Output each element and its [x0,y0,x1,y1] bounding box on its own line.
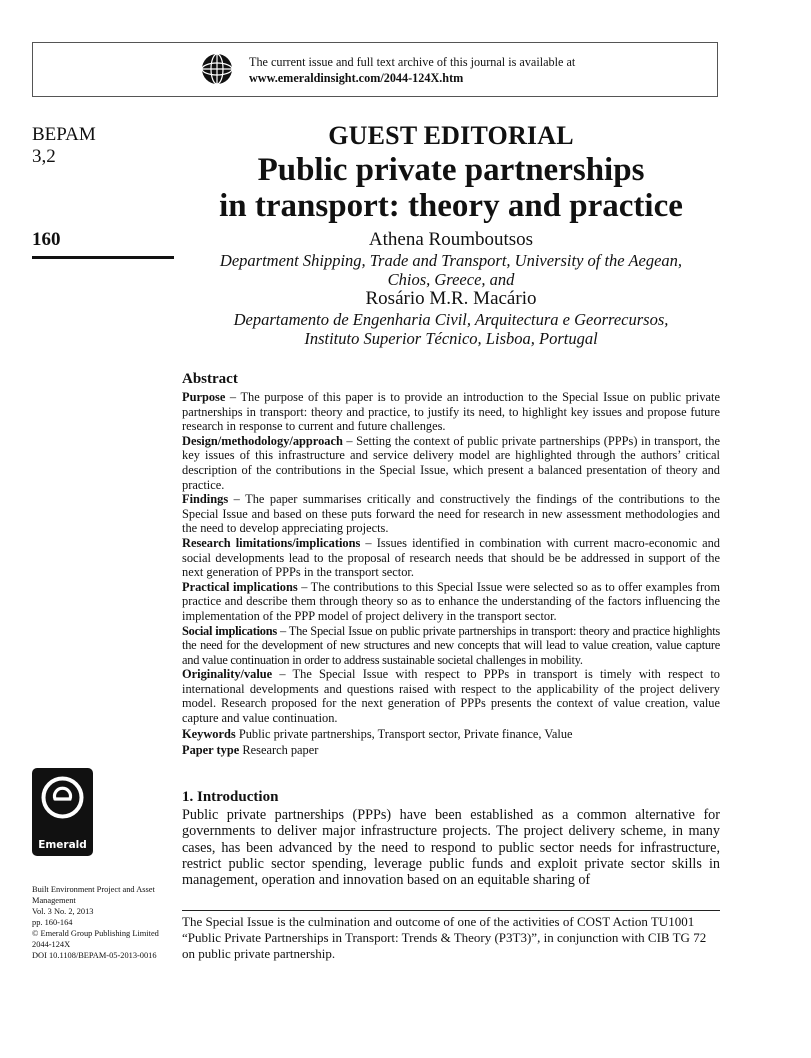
abstract-section [182,390,720,434]
intro-paragraph: Public private partnerships (PPPs) have been established as a common alternative for governments to deliver major infrastructure projects. The project delivery scheme, in many cases, has been advanced by the need to respond to public sector needs for infrastructure, restrict public sector spending, leverage public funds and exploit private sector skills in management, operation and innovation based on an equitable sharing of [182,807,720,889]
title-line-1: Public private partnerships [257,152,645,188]
affiliation-line: Department Shipping, Trade and Transport, University of the Aegean, [219,251,683,270]
paper-type-line [182,742,720,758]
info-line: pp. 160-164 [32,918,73,927]
globe-icon [201,53,233,85]
abstract-label: Design/methodology/approach [182,433,343,448]
abstract-section [182,624,720,668]
footnote: The Special Issue is the culmination and outcome of one of the activities of COST Action TU1001 “Public Private Partnerships in Transport: Trends & Theory (P3T3)”, in conjunction with CIB TG 72 on public private partnership. [182,914,707,961]
intro-heading: 1. Introduction [182,789,279,805]
article-title [182,152,720,224]
info-line: © Emerald Group Publishing Limited [32,929,159,938]
abstract-body [182,390,720,758]
abstract-section [182,580,720,624]
abstract-heading: Abstract [182,371,238,387]
abstract-text: – The Special Issue on public private partnerships in transport: theory and practice highlights the need for the development of new structures and new concepts that will lead to value creation, value capture and value continuation in order to address sustainable societal challenges in mobility. [182,623,720,667]
abstract-label: Practical implications [182,579,298,594]
abstract-label: Research limitations/implications [182,535,361,550]
footnote-rule [182,910,720,911]
abstract-label: Originality/value [182,667,273,682]
paper-type-text: Research paper [242,742,319,757]
abstract-text: – The purpose of this paper is to provide an introduction to the Special Issue on public private partnerships in transport: theory and practice, to justify its need, to highlight key issues and propose future research in response to current and future challenges. [182,390,720,434]
info-line: Vol. 3 No. 2, 2013 [32,907,94,916]
abstract-section [182,492,720,536]
title-line-2: in transport: theory and practice [219,188,683,224]
affiliation-line: Departamento de Engenharia Civil, Arquitectura e Georrecursos, [233,310,669,329]
abstract-text: – The paper summarises critically and constructively the findings of the contributions to the Special Issue and based on these puts forward the need for research in new assessment methodologies and the need to develop appreciating projects. [182,492,720,536]
affiliation-line: Chios, Greece, and [387,270,515,289]
author-name: Rosário M.R. Macário [365,288,537,309]
abstract-section [182,667,720,725]
author-affiliation [182,251,720,289]
abstract-text: – The Special Issue with respect to PPPs in transport is timely with respect to international developments and questions raised with respect to the applicability of the project delivery model. Research proposed for the next generation of PPPs presents the context of value creation, value capture and value continuation. [182,667,720,726]
paper-type-label: Paper type [182,742,240,757]
page-number: 160 [32,229,61,250]
abstract-text: – Setting the context of public private partnerships (PPPs) in transport, the key issues of this infrastructure and service delivery model are highlighted through the authors’ critical description of the contributions in the Special Issue, which present a balanced presentation of theory and practice. [182,433,720,492]
section-label: GUEST EDITORIAL [328,121,574,150]
emerald-logo [32,768,93,856]
page-number-rule [32,256,174,259]
abstract-section [182,536,720,580]
publication-info [32,884,177,961]
banner-url[interactable]: www.emeraldinsight.com/2044-124X.htm [249,71,464,85]
journal-name: BEPAM [32,124,96,145]
keywords-line [182,726,720,742]
journal-banner [32,42,718,97]
banner-availability: The current issue and full text archive of this journal is available at [249,55,576,69]
emerald-swirl-icon [40,775,85,820]
info-line: Management [32,896,76,905]
info-line: 2044-124X [32,940,71,949]
journal-volume: 3,2 [32,146,56,167]
abstract-label: Findings [182,492,229,507]
banner-text [249,54,575,86]
journal-abbrev [32,124,96,168]
abstract-section [182,434,720,492]
abstract-text: – Issues identified in combination with current macro-economic and social developments lead to the proposal of research needs that should be be addressed in support of the next generation of PPPs in the transport sector. [182,535,720,580]
abstract-label: Purpose [182,390,226,404]
info-line: Built Environment Project and Asset [32,885,155,894]
author-name: Athena Roumboutsos [368,229,534,250]
abstract-label: Social implications [182,623,277,638]
author-affiliation [182,310,720,348]
doi-line[interactable]: DOI 10.1108/BEPAM-05-2013-0016 [32,951,157,960]
affiliation-line: Instituto Superior Técnico, Lisboa, Portugal [304,329,598,348]
keywords-text: Public private partnerships, Transport sector, Private finance, Value [238,726,573,741]
keywords-label: Keywords [182,726,236,741]
abstract-text: – The contributions to this Special Issue were selected so as to offer examples from practice and describe them through theory so as to enhance the understanding of the factors influencing the implementation of the PPP model of project delivery in the transport sector. [182,579,720,623]
logo-wordmark: Emerald [38,839,87,851]
